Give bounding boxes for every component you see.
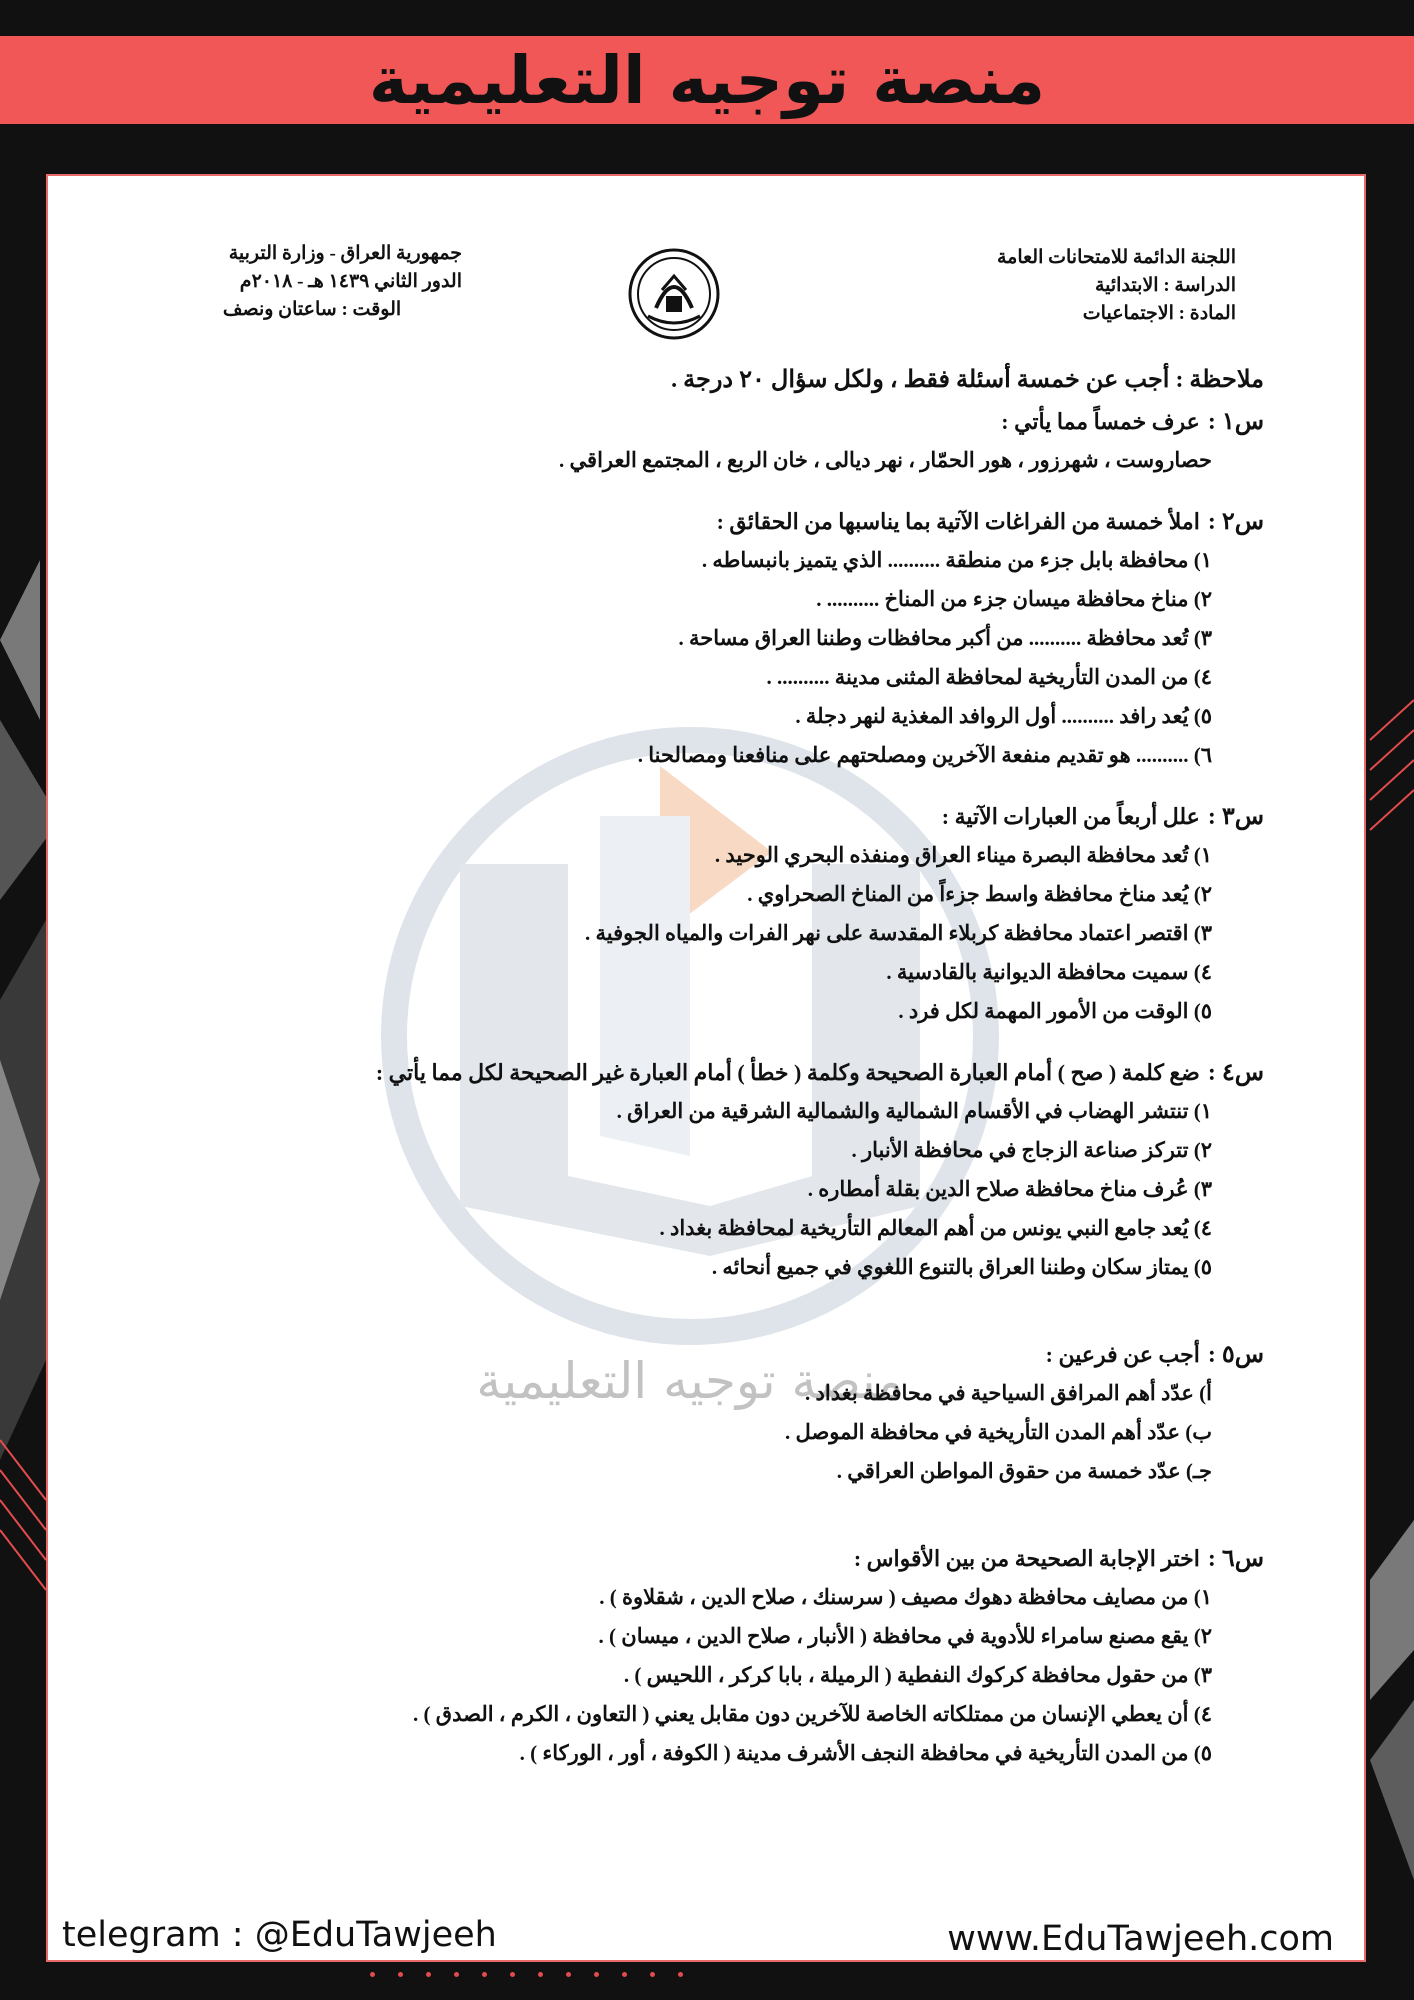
question-number: س٣ : bbox=[1207, 804, 1264, 830]
question-text: املأ خمسة من الفراغات الآتية بما يناسبها من الحقائق : bbox=[716, 509, 1200, 534]
question-2 bbox=[144, 502, 1264, 541]
question-number: س٦ : bbox=[1207, 1546, 1264, 1572]
question-item: ٦) .......... هو تقديم منفعة الآخرين ومصلحتهم على منافعنا ومصالحنا . bbox=[637, 743, 1212, 767]
question-4 bbox=[144, 1053, 1264, 1092]
question-item: ٣) تُعد محافظة .......... من أكبر محافظات وطننا العراق مساحة . bbox=[678, 626, 1212, 650]
question-text: علل أربعاً من العبارات الآتية : bbox=[941, 804, 1200, 829]
question-item: ٤) سميت محافظة الديوانية بالقادسية . bbox=[886, 960, 1212, 984]
iraq-seal-icon bbox=[626, 246, 722, 342]
question-number: س١ : bbox=[1207, 409, 1264, 435]
question-item: ٢) يقع مصنع سامراء للأدوية في محافظة ( الأنبار ، صلاح الدين ، ميسان ) . bbox=[598, 1624, 1212, 1648]
question-item: ٣) اقتصر اعتماد محافظة كربلاء المقدسة على نهر الفرات والمياه الجوفية . bbox=[585, 921, 1212, 945]
question-item: ١) محافظة بابل جزء من منطقة .......... الذي يتميز بانبساطه . bbox=[701, 548, 1212, 572]
header-subject-line: المادة : الاجتماعيات bbox=[1082, 303, 1236, 324]
question-item: ١) من مصايف محافظة دهوك مصيف ( سرسنك ، صلاح الدين ، شقلاوة ) . bbox=[599, 1585, 1212, 1609]
website-link[interactable]: www.EduTawjeeh.com bbox=[947, 1919, 1334, 1959]
header-time-line: الوقت : ساعتان ونصف bbox=[222, 299, 402, 320]
exam-content bbox=[144, 358, 1264, 1773]
question-item: ٤) أن يعطي الإنسان من ممتلكاته الخاصة للآخرين دون مقابل يعني ( التعاون ، الكرم ، الصدق ) . bbox=[413, 1702, 1212, 1726]
question-item: ٥) يمتاز سكان وطننا العراق بالتنوع اللغوي في جميع أنحائه . bbox=[711, 1255, 1212, 1279]
question-6 bbox=[144, 1539, 1264, 1578]
question-number: س٥ : bbox=[1207, 1342, 1264, 1368]
header-session-line: الدور الثاني ١٤٣٩ هـ - ٢٠١٨م bbox=[239, 271, 462, 292]
question-item: ٥) من المدن التأريخية في محافظة النجف الأشرف مدينة ( الكوفة ، أور ، الوركاء ) . bbox=[519, 1741, 1212, 1765]
question-item: ٢) مناخ محافظة ميسان جزء من المناخ .......... . bbox=[816, 587, 1212, 611]
header-ministry bbox=[162, 240, 462, 324]
question-text: ضع كلمة ( صح ) أمام العبارة الصحيحة وكلمة ( خطأ ) أمام العبارة غير الصحيحة لكل مما يأتي : bbox=[375, 1060, 1200, 1085]
question-text: اختر الإجابة الصحيحة من بين الأقواس : bbox=[853, 1546, 1200, 1571]
exam-note: ملاحظة : أجب عن خمسة أسئلة فقط ، ولكل سؤال ٢٠ درجة . bbox=[671, 367, 1264, 393]
decorative-dots bbox=[370, 1972, 683, 1977]
header-level-line: الدراسة : الابتدائية bbox=[1094, 275, 1236, 296]
question-number: س٤ : bbox=[1207, 1060, 1264, 1086]
header-committee-line: اللجنة الدائمة للامتحانات العامة bbox=[996, 247, 1236, 268]
question-item: ٣) عُرف مناخ محافظة صلاح الدين بقلة أمطاره . bbox=[807, 1177, 1212, 1201]
question-3 bbox=[144, 797, 1264, 836]
question-item: ٣) من حقول محافظة كركوك النفطية ( الرميلة ، بابا كركر ، اللحيس ) . bbox=[623, 1663, 1212, 1687]
question-item: ٢) يُعد مناخ محافظة واسط جزءاً من المناخ الصحراوي . bbox=[747, 882, 1212, 906]
header-ministry-line: جمهورية العراق - وزارة التربية bbox=[228, 243, 462, 264]
question-item: ١) تنتشر الهضاب في الأقسام الشمالية والشمالية الشرقية من العراق . bbox=[616, 1099, 1212, 1123]
telegram-link[interactable]: telegram : @EduTawjeeh bbox=[62, 1915, 497, 1955]
question-item: ب) عدّد أهم المدن التأريخية في محافظة الموصل . bbox=[785, 1420, 1212, 1444]
question-item: حصاروست ، شهرزور ، هور الحمّار ، نهر ديالى ، خان الربع ، المجتمع العراقي . bbox=[559, 448, 1212, 472]
question-number: س٢ : bbox=[1207, 509, 1264, 535]
question-1 bbox=[144, 402, 1264, 441]
question-text: أجب عن فرعين : bbox=[1045, 1342, 1200, 1367]
watermark-text: منصة توجيه التعليمية bbox=[476, 1352, 904, 1410]
question-item: ٥) يُعد رافد .......... أول الروافد المغذية لنهر دجلة . bbox=[795, 704, 1212, 728]
question-item: جـ) عدّد خمسة من حقوق المواطن العراقي . bbox=[836, 1459, 1212, 1483]
question-item: ٥) الوقت من الأمور المهمة لكل فرد . bbox=[898, 999, 1212, 1023]
question-item: ٤) من المدن التأريخية لمحافظة المثنى مدينة .......... . bbox=[766, 665, 1212, 689]
header-committee bbox=[997, 244, 1236, 328]
question-text: عرف خمساً مما يأتي : bbox=[1001, 409, 1200, 434]
brand-banner bbox=[0, 36, 1414, 124]
question-item: ١) تُعد محافظة البصرة ميناء العراق ومنفذه البحري الوحيد . bbox=[714, 843, 1212, 867]
question-5 bbox=[144, 1335, 1264, 1374]
exam-paper bbox=[46, 174, 1366, 1962]
question-item: أ) عدّد أهم المرافق السياحية في محافظة بغداد . bbox=[805, 1381, 1212, 1405]
banner-title: منصة توجيه التعليمية bbox=[368, 41, 1046, 119]
question-item: ٢) تتركز صناعة الزجاج في محافظة الأنبار . bbox=[851, 1138, 1212, 1162]
question-item: ٤) يُعد جامع النبي يونس من أهم المعالم التأريخية لمحافظة بغداد . bbox=[659, 1216, 1212, 1240]
